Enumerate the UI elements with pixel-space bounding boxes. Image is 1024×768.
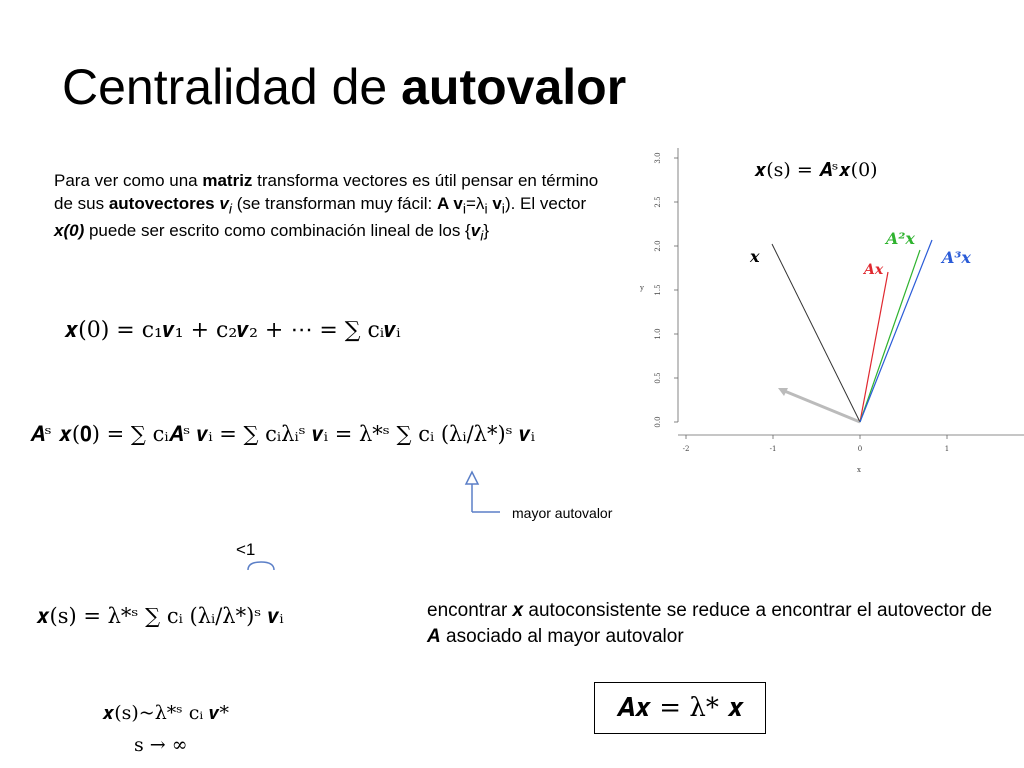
eigen-equation: 𝑨𝒙 = λ* 𝒙 <box>616 692 744 723</box>
intro-subscript: i <box>462 200 466 217</box>
x-tick-label: 1 <box>944 445 950 453</box>
label-Ax: 𝑨𝒙 <box>864 262 884 278</box>
mayor-autovalor-label: mayor autovalor <box>512 505 613 521</box>
vector-Ax <box>860 272 888 422</box>
label-A3x: 𝑨³𝒙 <box>942 248 971 267</box>
intro-subscript: i <box>484 200 488 217</box>
intro-text: Para ver como una <box>54 171 203 190</box>
y-ticks <box>654 152 678 427</box>
intro-bold-italic: v <box>219 193 229 213</box>
equation-asymptotic: 𝒙(s)~λ*ˢ cᵢ 𝒗* <box>102 702 229 724</box>
intro-bold: autovectores <box>108 193 215 213</box>
intro-subscript: i <box>228 200 232 217</box>
intro-bold-italic: v <box>470 221 481 241</box>
x-tick-label: 0 <box>857 445 863 453</box>
slide-title <box>62 59 627 115</box>
eigen-equation-box <box>594 682 766 734</box>
intro-paragraph <box>54 170 599 248</box>
intro-text: ). El vector <box>504 193 587 213</box>
intro-text: (se transforman muy fácil: <box>232 193 438 213</box>
y-tick-label: 0.5 <box>654 372 662 384</box>
intro-subscript: i <box>501 200 505 217</box>
conclusion-part: encontrar <box>427 600 513 621</box>
equation-limit-form: 𝒙(s) = λ*ˢ ∑ cᵢ (λᵢ/λ*)ˢ 𝒗ᵢ <box>36 604 284 628</box>
y-axis-label: y <box>640 284 644 292</box>
y-tick-label: 1.0 <box>654 328 662 340</box>
intro-text: puede ser escrito como combinación lineal de los { <box>84 221 471 241</box>
y-tick-label: 3.0 <box>654 152 662 164</box>
conclusion-bold: x <box>512 600 524 621</box>
vector-x <box>772 244 860 422</box>
intro-bold-italic: x(0) <box>54 221 85 241</box>
equation-expansion: 𝒙(0) = c₁𝒗₁ + c₂𝒗₂ + ⋯ = ∑ cᵢ𝒗ᵢ <box>64 318 401 343</box>
label-A2x: 𝑨²𝒙 <box>886 229 915 248</box>
label-x: 𝒙 <box>750 247 760 266</box>
x-tick-label: -1 <box>769 445 777 453</box>
title-plain: Centralidad de <box>62 59 402 115</box>
less-than-one-label: <1 <box>236 540 256 559</box>
conclusion-part: autoconsistente se reduce a encontrar el autovector de <box>523 600 993 621</box>
conclusion-bold: A <box>427 626 441 647</box>
y-tick-label: 1.5 <box>654 284 662 296</box>
intro-text: transforma vectores es útil pensar en término de sus <box>54 171 599 213</box>
intro-subscript: i <box>480 228 484 245</box>
intro-bold: A v <box>437 193 463 213</box>
y-tick-label: 2.0 <box>654 240 662 252</box>
plot-formula: 𝒙(s) = 𝑨ˢ𝒙(0) <box>754 159 878 181</box>
intro-text: } <box>483 221 490 241</box>
title-bold: autovalor <box>401 59 627 115</box>
intro-bold: v <box>487 193 502 213</box>
vector-plot <box>630 140 1024 480</box>
intro-text: =λ <box>466 193 485 213</box>
x-ticks <box>683 435 950 453</box>
intro-bold: matriz <box>202 171 253 190</box>
eigenvector-arrow <box>782 390 860 422</box>
conclusion-part: asociado al mayor autovalor <box>440 626 684 647</box>
conclusion-text <box>427 598 997 650</box>
y-tick-label: 0.0 <box>654 416 662 428</box>
equation-power-expansion: 𝑨ˢ 𝒙(𝟎) = ∑ cᵢ𝑨ˢ 𝒗ᵢ = ∑ cᵢλᵢˢ 𝒗ᵢ = λ*ˢ ∑ cᵢ (λᵢ/λ*)ˢ 𝒗ᵢ <box>30 422 536 446</box>
y-tick-label: 2.5 <box>654 196 662 208</box>
equation-limit: s → ∞ <box>134 734 188 756</box>
less-than-one-brace <box>246 560 276 572</box>
x-tick-label: -2 <box>682 445 690 453</box>
x-axis-label: x <box>857 466 861 474</box>
